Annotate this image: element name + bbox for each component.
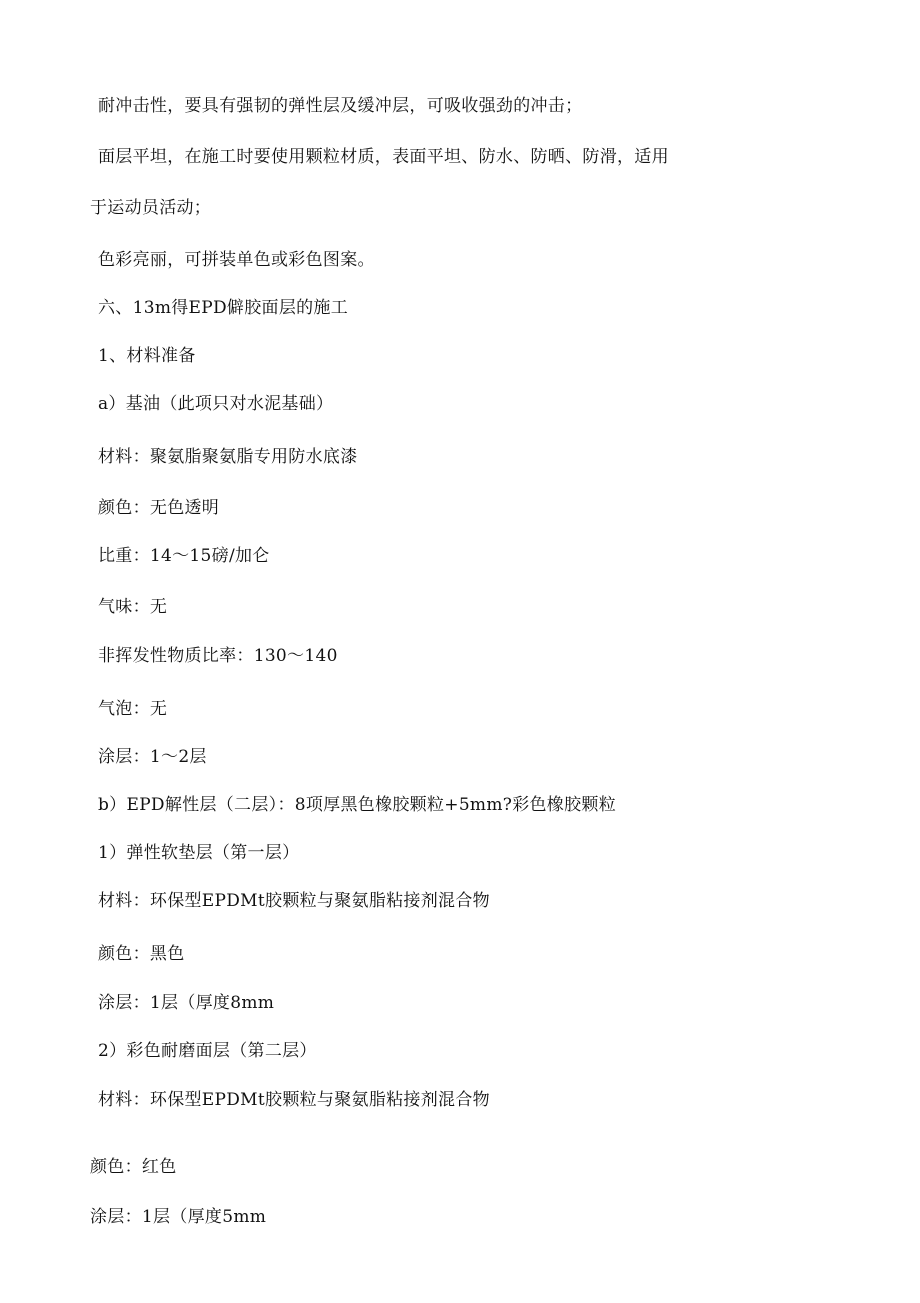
text-line-layer2-color: 颜色：红色 [90,1157,177,1177]
text-line-layer2-coating: 涂层：1层（厚度5mm [90,1207,267,1227]
subitem-heading-elastic-layer: 1）弹性软垫层（第一层） [98,843,300,863]
text-line-layer2-material: 材料：环保型EPDMt胶颗粒与聚氨脂粘接剂混合物 [98,1090,490,1110]
text-line-base-odor: 气味：无 [98,597,168,617]
text-line-layer1-color: 颜色：黑色 [98,944,185,964]
text-line-surface-flat: 面层平坦，在施工时要使用颗粒材质，表面平坦、防水、防晒、防滑，适用 [98,147,669,167]
text-line-base-color: 颜色：无色透明 [98,498,220,518]
text-line-base-nonvolatile: 非挥发性物质比率：130〜140 [98,646,338,666]
subsection-heading-materials: 1、材料准备 [98,346,196,366]
section-heading-six: 六、13m得EPD僻胶面层的施工 [98,298,349,318]
text-line-base-coating: 涂层：1〜2层 [98,747,207,767]
text-line-impact-resistance: 耐冲击性，要具有强韧的弹性层及缓冲层，可吸收强劲的冲击； [98,96,583,116]
text-line-base-bubbles: 气泡：无 [98,699,168,719]
subitem-heading-wear-layer: 2）彩色耐磨面层（第二层） [98,1041,317,1061]
item-heading-b-epdm: b）EPD解性层（二层）：8项厚黑色橡胶颗粒+5mm?彩色橡胶颗粒 [98,795,616,815]
text-line-layer1-coating: 涂层：1层（厚度8mm [98,993,275,1013]
text-line-base-gravity: 比重：14〜15磅/加仑 [98,546,270,566]
text-line-base-material: 材料：聚氨脂聚氨脂专用防水底漆 [98,447,358,467]
text-line-color-bright: 色彩亮丽，可拼装单色或彩色图案。 [98,250,375,270]
item-heading-a-base-oil: a）基油（此项只对水泥基础） [98,394,334,414]
text-line-layer1-material: 材料：环保型EPDMt胶颗粒与聚氨脂粘接剂混合物 [98,891,490,911]
text-line-surface-flat-continued: 于运动员活动； [90,198,212,218]
